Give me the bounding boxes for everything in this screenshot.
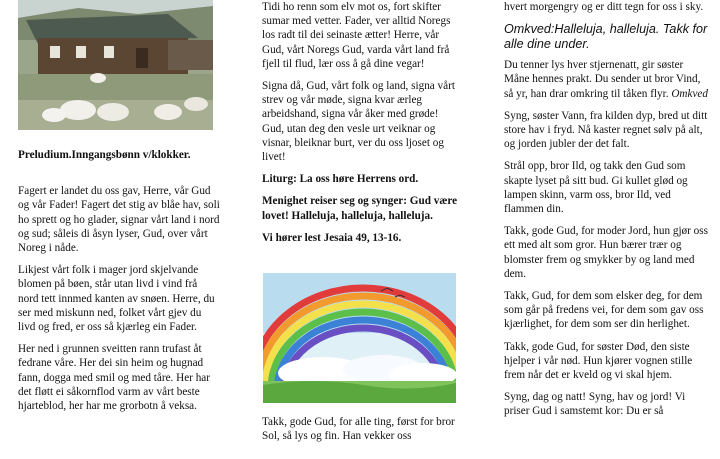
liturgy-line: Liturg: La oss høre Herrens ord.	[262, 173, 419, 186]
rainbow-illustration	[263, 273, 456, 403]
column-left	[18, 0, 220, 421]
congregation-line: Menighet reiser seg og synger: Gud være lovet! Halleluja, halleluja, halleluja.	[262, 195, 458, 222]
refrain-heading: Omkved:Halleluja, halleluja. Takk for alle dine under.	[504, 22, 708, 52]
hymn-verse-3: Her ned i grunnen sveitten rann trufast åt fedrane våre. Her dei sin heim og hugnad fann, dogga med smil og med tåre. Her har det fløtt ei såkornflod varm av vårt beste hjarteblod, her har me grorbotn å veksa.	[18, 343, 210, 413]
song-verse-8: Syng, dag og natt! Syng, hav og jord! Vi priser Gud i samstemt kor: Du er så	[504, 391, 686, 418]
column-right	[504, 0, 708, 427]
farm-sheep-photo	[18, 0, 213, 130]
song-verse-6: Takk, Gud, for dem som elsker deg, for dem som går på fredens vei, for dem som gav oss kjærlighet, for dem som ser din herlighet.	[504, 290, 704, 331]
song-verse-1: Takk, gode Gud, for alle ting, først for bror Sol, så lys og fin. Han vekker oss	[262, 416, 455, 443]
song-verse-7: Takk, gode Gud, for søster Død, den siste hjelper i vår nød. Hun kjører vognen stille frem når det er kveld og vi skal hjem.	[504, 340, 693, 382]
hymn-verse-1: Fagert er landet du oss gav, Herre, vår Gud og vår Fader! Fagert det stig av blåe hav, soli ho sprett og ho glader, signar vårt land i nord og sud; såleis di åsyn lyser, Gud, over vårt Noreg i nåde.	[18, 185, 220, 255]
hymn-verse-4: Tidi ho renn som elv mot os, fort skifter sumar med vetter. Fader, ver alltid Noregs los radt til dei seinaste ætter! Herre, vår Gud, vårt Noregs Gud, varda vårt land frå fjell til flud, lær oss å gå dine vegar!	[262, 1, 451, 70]
prelude-heading: Preludium.Inngangsbønn v/klokker.	[18, 149, 191, 161]
hymn-verse-5: Signa då, Gud, vårt folk og land, signa vårt strev og vår møde, signa kvar ærleg arbeidshand, signa vår åker med grøde! Gud, utan deg den vesle urt veiknar og visnar, bleiknar burt, ver du oss ljoset og livet!	[262, 80, 455, 164]
refrain-marker: Omkved	[671, 87, 708, 100]
song-verse-4: Strål opp, bror Ild, og takk den Gud som skapte lyset på sitt bud. Gi kullet glød og lampen skinn, varm oss, bror Ild, ved flammen din.	[504, 160, 688, 216]
song-verse-2: Du tenner lys hver stjernenatt, gir søster Måne hennes prakt. Du sender ut bror Vind, så yr, han drar omkring til tåken flyr. Omkved	[504, 59, 708, 100]
song-verse-3: Syng, søster Vann, fra kilden dyp, bred ut ditt store hav i fryd. Nå kaster regnet sølv på alt, og jorden jubler der det falt.	[504, 109, 708, 151]
reading-line: Vi hører lest Jesaia 49, 13-16.	[262, 231, 402, 244]
song-verse-1-cont: hvert morgengry og er ditt tegn for oss i sky.	[504, 1, 704, 13]
column-middle	[262, 0, 460, 451]
song-verse-5: Takk, gode Gud, for moder Jord, hun gjør oss ett med alt som gror. Hun bærer trær og blomster frem og smykker by og land med dem.	[504, 225, 708, 280]
hymn-verse-2: Likjest vårt folk i mager jord skjelvande blomen på bøen, står utan livd i vind frå nord tett innmed kanten av snøen. Herre, du ser med miskunn ned, folket vårt gjev du livd og fred, er oss så kjærleg ein Fader.	[18, 264, 215, 334]
